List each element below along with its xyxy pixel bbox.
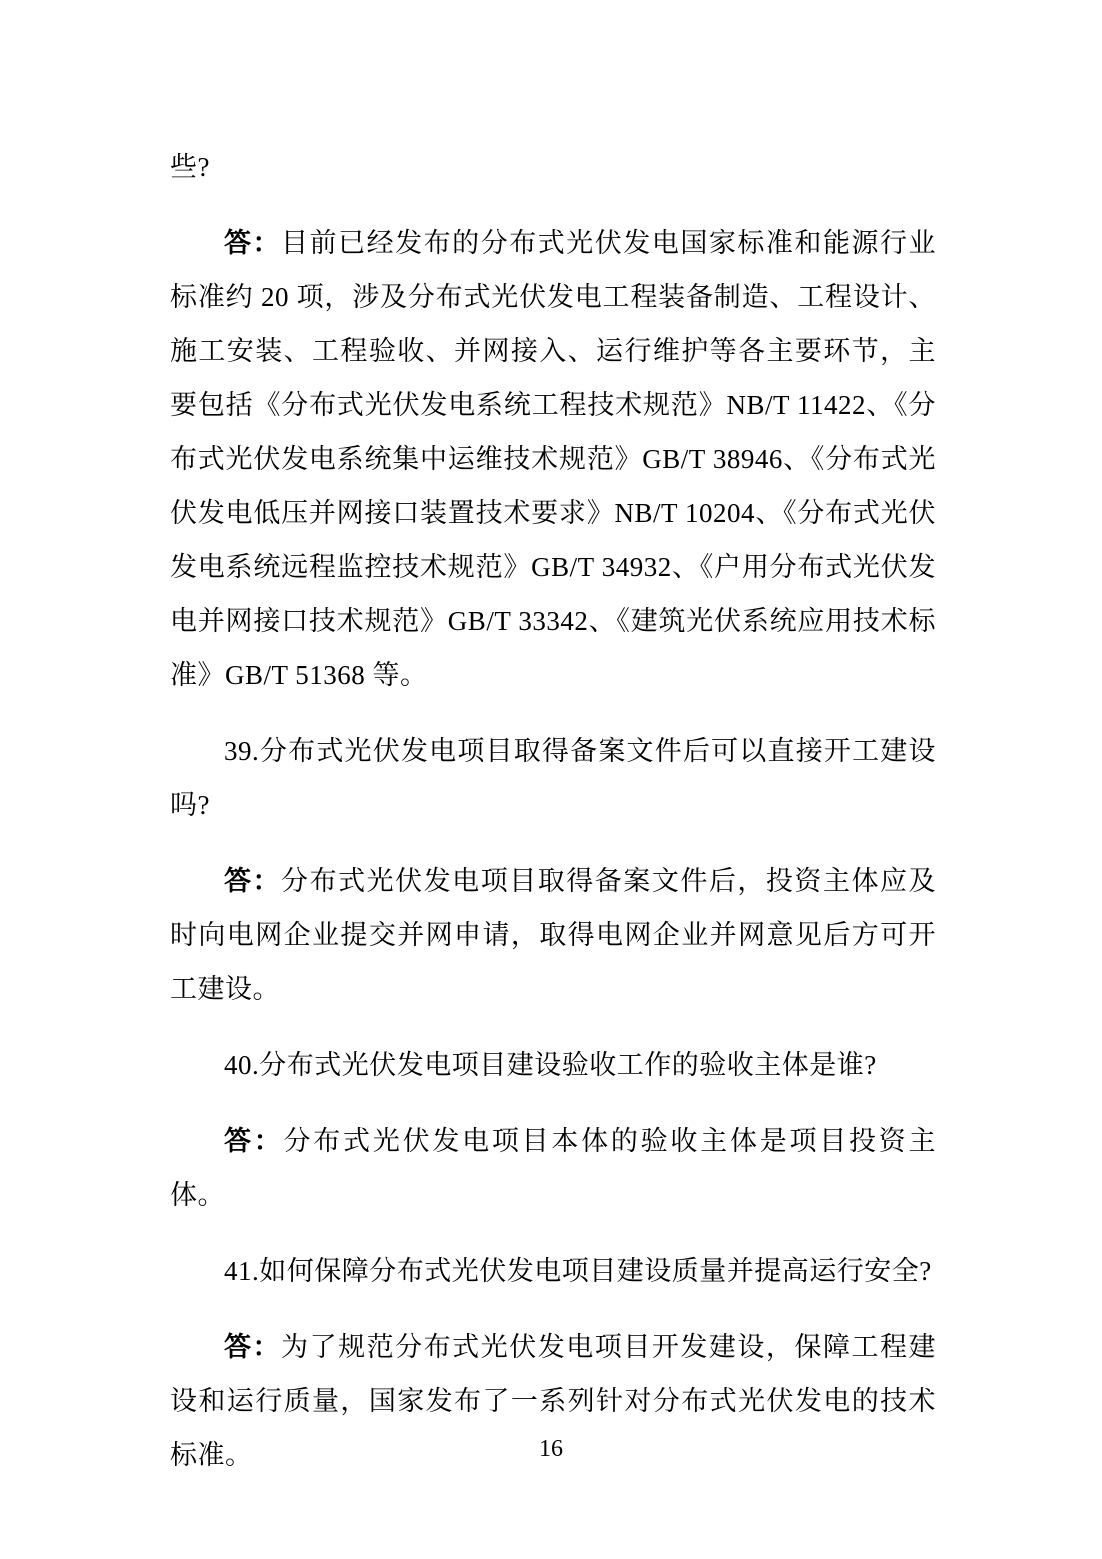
question-continuation-text: 些? [170, 152, 210, 182]
answer-paragraph-40 [170, 1114, 936, 1222]
document-content [170, 140, 936, 1504]
answer-label: 答： [224, 228, 282, 258]
answer-paragraph-39 [170, 854, 936, 1016]
question-40-text: 40.分布式光伏发电项目建设验收工作的验收主体是谁? [224, 1050, 877, 1080]
answer-text: 分布式光伏发电项目本体的验收主体是项目投资主体。 [170, 1126, 937, 1210]
answer-text: 分布式光伏发电项目取得备案文件后，投资主体应及时向电网企业提交并网申请，取得电网企业并网意见后方可开工建设。 [170, 866, 937, 1004]
answer-label: 答： [224, 1126, 284, 1156]
answer-label: 答： [224, 866, 282, 896]
question-41-text: 41.如何保障分布式光伏发电项目建设质量并提高运行安全? [224, 1256, 932, 1286]
question-39-text: 39.分布式光伏发电项目取得备案文件后可以直接开工建设吗? [170, 736, 936, 820]
answer-label: 答： [224, 1332, 282, 1362]
answer-text: 目前已经发布的分布式光伏发电国家标准和能源行业标准约 20 项，涉及分布式光伏发电工程装备制造、工程设计、施工安装、工程验收、并网接入、运行维护等各主要环节，主要包括《分布式光伏发电系统工程技术规范》NB/T 11422、《分布式光伏发电系统集中运维技术规范》GB/T 38946、《分布式光伏发电低压并网接口装置技术要求》NB/T 10204、《分布式光伏发电系统远程监控技术规范》GB/T 34932、《户用分布式光伏发电并网接口技术规范》GB/T 33342、《建筑光伏系统应用技术标准》GB/T 51368 等。 [170, 228, 937, 690]
answer-text: 为了规范分布式光伏发电项目开发建设，保障工程建设和运行质量，国家发布了一系列针对分布式光伏发电的技术标准。 [170, 1332, 937, 1470]
page-number: 16 [539, 1436, 563, 1462]
answer-paragraph-38 [170, 216, 936, 702]
